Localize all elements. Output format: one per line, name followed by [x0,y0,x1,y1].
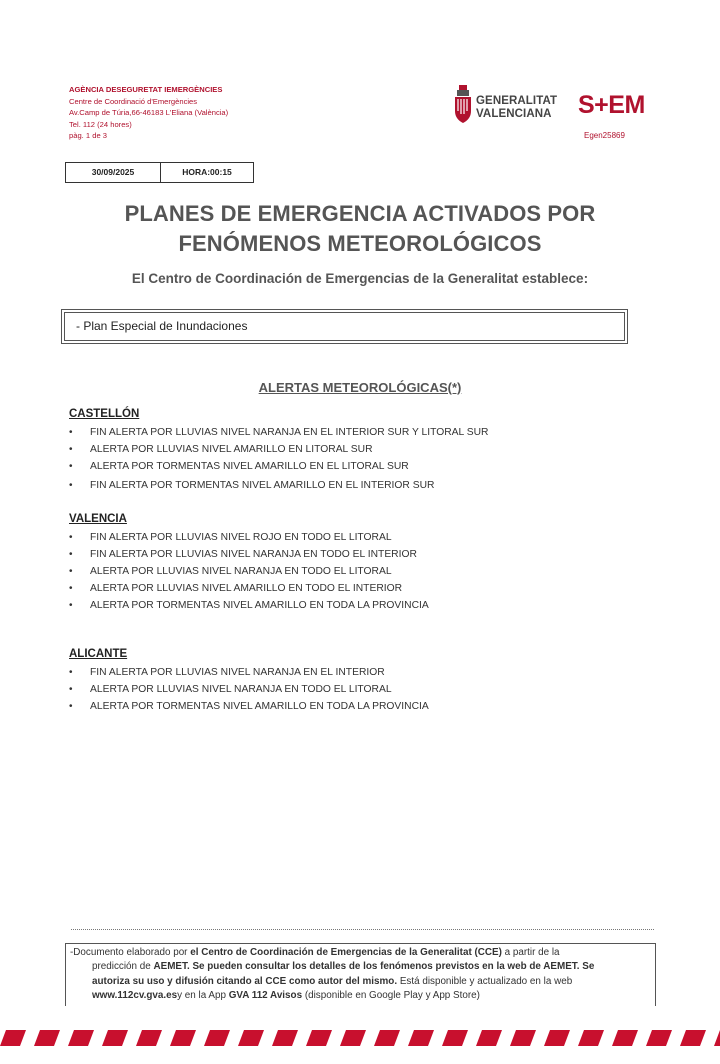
section-alicante [69,647,429,715]
alert-list [69,424,488,494]
bullet-icon: • [69,684,73,695]
alert-item: • ALERTA POR LLUVIAS NIVEL AMARILLO EN LITORAL SUR [69,441,488,458]
alert-list [69,529,429,614]
generalitat-logo [452,84,562,124]
bullet-icon: • [69,461,73,472]
alert-item: • ALERTA POR TORMENTAS NIVEL AMARILLO EN TODA LA PROVINCIA [69,698,429,715]
center-name: Centre de Coordinació d'Emergències [69,96,198,106]
bullet-icon: • [69,566,73,577]
section-title: CASTELLÓN [69,408,140,420]
alert-item: • FIN ALERTA POR LLUVIAS NIVEL NARANJA EN EL INTERIOR SUR Y LITORAL SUR [69,424,488,441]
alert-item: • ALERTA POR TORMENTAS NIVEL AMARILLO EN TODA LA PROVINCIA [69,597,429,614]
logo-line-2: VALENCIANA [476,108,552,120]
subtitle: El Centro de Coordinación de Emergencias de la Generalitat establece: [131,271,589,286]
alert-item: • FIN ALERTA POR LLUVIAS NIVEL NARANJA EN EL INTERIOR [69,664,429,681]
decorative-stripes [0,1030,720,1046]
dotted-separator [71,929,654,930]
alert-item: • ALERTA POR LLUVIAS NIVEL NARANJA EN TODO EL LITORAL [69,563,429,580]
page-number: pàg. 1 de 3 [69,131,108,141]
footer-line-3: autoriza su uso y difusión citando al CCE como autor del mismo. Está disponible y actualizado en la web [92,975,573,987]
section-castellon [69,407,488,494]
bullet-icon: • [69,701,73,712]
title-line-1: PLANES DE EMERGENCIA ACTIVADOS POR [124,201,596,226]
footer-line-1: -Documento elaborado por el Centro de Coordinación de Emergencias de la Generalitat (CCE) a partir de la [70,947,560,958]
agency-address: Av.Camp de Túria,66-46183 L'Eliana (València) [69,108,229,118]
alert-list [69,664,429,715]
bullet-icon: • [69,480,73,491]
active-plan-box [61,309,628,344]
section-title: VALENCIA [69,513,127,525]
logo-line-1: GENERALITAT [476,95,558,107]
bullet-icon: • [69,427,73,438]
section-valencia [69,512,429,614]
section-title: ALICANTE [69,648,128,660]
alerts-heading: ALERTAS METEOROLÓGICAS(*) [258,380,462,395]
website-link[interactable]: www.112cv.gva.es [92,990,178,1002]
bullet-icon: • [69,444,73,455]
agency-phone: Tel. 112 (24 hores) [69,119,132,129]
agency-info [69,84,228,142]
bullet-icon: • [69,549,73,560]
alert-item: • ALERTA POR LLUVIAS NIVEL AMARILLO EN TODO EL INTERIOR [69,580,429,597]
page-title [0,199,720,259]
bullet-icon: • [69,667,73,678]
alert-item: • FIN ALERTA POR LLUVIAS NIVEL ROJO EN TODO EL LITORAL [69,529,429,546]
document-code: Egen25869 [584,131,625,140]
footer-line-4: www.112cv.gva.esy en la App GVA 112 Avisos (disponible en Google Play y App Store) [92,990,480,1002]
active-plan: - Plan Especial de Inundaciones [64,312,625,341]
footer-line-2: predicción de AEMET. Se pueden consultar los detalles de los fenómenos previstos en la web de AEMET. Se [92,961,595,973]
bullet-icon: • [69,532,73,543]
date-time-box [65,162,254,183]
report-date: 30/09/2025 [66,163,161,182]
report-time: HORA:00:15 [182,167,232,177]
sem-logo: S+EM [578,91,645,119]
alert-item: • FIN ALERTA POR LLUVIAS NIVEL NARANJA EN TODO EL INTERIOR [69,546,429,563]
generalitat-crest-icon [452,84,474,124]
bullet-icon: • [69,583,73,594]
alert-item: • FIN ALERTA POR TORMENTAS NIVEL AMARILLO EN EL INTERIOR SUR [69,477,488,494]
alert-item: • ALERTA POR LLUVIAS NIVEL NARANJA EN TODO EL LITORAL [69,681,429,698]
agency-name: AGÈNCIA DESEGURETAT IEMERGÈNCIES [69,85,223,94]
title-line-2: FENÓMENOS METEOROLÓGICOS [178,231,542,256]
bullet-icon: • [69,600,73,611]
footer-note [65,943,656,1006]
alert-item: • ALERTA POR TORMENTAS NIVEL AMARILLO EN EL LITORAL SUR [69,458,488,475]
